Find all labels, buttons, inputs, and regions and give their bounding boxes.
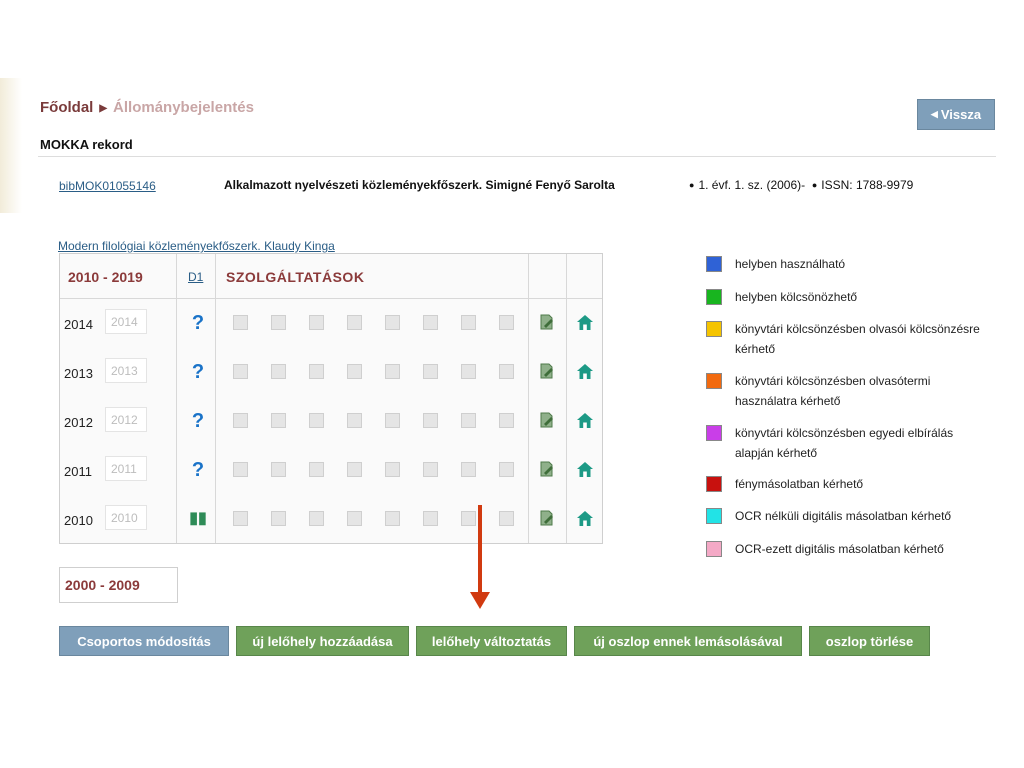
legend-label: könyvtári kölcsönzésben olvasói kölcsönzésre kérhető [735, 322, 980, 356]
home-icon[interactable] [576, 363, 594, 380]
service-checkbox[interactable] [309, 413, 324, 428]
edit-icon[interactable] [539, 363, 555, 379]
legend-swatch [706, 321, 722, 337]
service-checkbox[interactable] [309, 315, 324, 330]
legend-label: helyben kölcsönözhető [735, 290, 858, 304]
edit-icon[interactable] [539, 412, 555, 428]
service-checkbox[interactable] [499, 462, 514, 477]
year-input[interactable] [105, 456, 147, 481]
year-input[interactable] [105, 505, 147, 530]
legend-label: OCR-ezett digitális másolatban kérhető [735, 542, 944, 556]
year-input[interactable] [105, 407, 147, 432]
record-meta [689, 178, 913, 192]
service-checkbox[interactable] [271, 511, 286, 526]
left-edge-gradient [0, 78, 22, 213]
legend-swatch [706, 508, 722, 524]
service-checkbox[interactable] [461, 315, 476, 330]
row-year: 2012 [64, 415, 93, 430]
record-meta-issn: ISSN: 1788-9979 [821, 178, 914, 192]
legend-swatch [706, 373, 722, 389]
back-button-label: Vissza [940, 107, 982, 122]
legend-label: fénymásolatban kérhető [735, 477, 864, 491]
year-input[interactable] [105, 309, 147, 334]
service-checkbox[interactable] [461, 462, 476, 477]
holdings-grid [59, 253, 603, 544]
service-checkbox[interactable] [385, 511, 400, 526]
service-checkbox[interactable] [385, 315, 400, 330]
service-checkbox[interactable] [461, 364, 476, 379]
divider [38, 156, 996, 157]
legend-label: helyben használható [735, 257, 846, 271]
service-checkbox[interactable] [233, 315, 248, 330]
question-icon[interactable]: ? [191, 410, 205, 432]
delete-column-button[interactable]: oszlop törlése [809, 626, 930, 656]
service-checkbox[interactable] [271, 364, 286, 379]
service-checkbox[interactable] [271, 413, 286, 428]
bullet-icon: ● [811, 180, 818, 190]
home-icon[interactable] [576, 412, 594, 429]
service-checkbox[interactable] [385, 413, 400, 428]
bullet-icon: ● [689, 180, 695, 190]
legend-swatch [706, 256, 722, 272]
record-meta-issue: 1. évf. 1. sz. (2006)- [698, 178, 806, 192]
home-icon[interactable] [576, 510, 594, 527]
service-checkbox[interactable] [233, 462, 248, 477]
service-checkbox[interactable] [347, 315, 362, 330]
service-checkbox[interactable] [461, 511, 476, 526]
change-location-button[interactable]: lelőhely változtatás [416, 626, 567, 656]
service-checkbox[interactable] [233, 364, 248, 379]
annotation-arrow-head [470, 592, 490, 609]
active-year-range[interactable]: 2010 - 2019 [68, 269, 143, 285]
add-location-button[interactable]: új lelőhely hozzáadása [236, 626, 409, 656]
service-checkbox[interactable] [233, 413, 248, 428]
row-year: 2010 [64, 513, 93, 528]
breadcrumb-separator-icon: ▶ [99, 103, 108, 114]
service-checkbox[interactable] [499, 364, 514, 379]
section-title: MOKKA rekord [40, 137, 133, 152]
service-checkbox[interactable] [385, 364, 400, 379]
service-checkbox[interactable] [309, 511, 324, 526]
service-checkbox[interactable] [309, 462, 324, 477]
question-icon[interactable]: ? [191, 459, 205, 481]
legend-label: könyvtári kölcsönzésben egyedi elbírálás alapján kérhető [735, 426, 954, 460]
service-checkbox[interactable] [271, 462, 286, 477]
d1-column-link[interactable]: D1 [188, 270, 204, 284]
legend-label: OCR nélküli digitális másolatban kérhető [735, 509, 952, 523]
service-checkbox[interactable] [385, 462, 400, 477]
service-checkbox[interactable] [271, 315, 286, 330]
back-button[interactable] [917, 99, 995, 130]
home-icon[interactable] [576, 461, 594, 478]
row-year: 2014 [64, 317, 93, 332]
legend-label: könyvtári kölcsönzésben olvasótermi használatra kérhető [735, 374, 931, 408]
grid-header-divider [60, 298, 602, 299]
service-checkbox[interactable] [347, 462, 362, 477]
legend-swatch [706, 541, 722, 557]
service-checkbox[interactable] [423, 364, 438, 379]
service-checkbox[interactable] [423, 315, 438, 330]
legend-swatch [706, 476, 722, 492]
copy-column-button[interactable]: új oszlop ennek lemásolásával [574, 626, 802, 656]
legend-swatch [706, 289, 722, 305]
service-checkbox[interactable] [499, 413, 514, 428]
service-checkbox[interactable] [347, 413, 362, 428]
edit-icon[interactable] [539, 510, 555, 526]
service-checkbox[interactable] [499, 511, 514, 526]
edit-icon[interactable] [539, 461, 555, 477]
holding-row [60, 300, 602, 349]
service-checkbox[interactable] [423, 462, 438, 477]
row-year: 2013 [64, 366, 93, 381]
back-arrow-icon: ◀ [930, 109, 938, 119]
service-checkbox[interactable] [461, 413, 476, 428]
edit-icon[interactable] [539, 314, 555, 330]
year-range-2000-2009[interactable]: 2000 - 2009 [59, 567, 178, 603]
holding-row [60, 349, 602, 398]
services-heading: SZOLGÁLTATÁSOK [226, 269, 365, 285]
breadcrumb [40, 99, 254, 116]
row-year: 2011 [64, 464, 92, 479]
service-checkbox[interactable] [233, 511, 248, 526]
service-checkbox[interactable] [423, 413, 438, 428]
home-icon[interactable] [576, 314, 594, 331]
legend-swatch [706, 425, 722, 441]
service-checkbox[interactable] [423, 511, 438, 526]
books-icon[interactable]: ▮▮ [189, 510, 207, 527]
holding-row [60, 398, 602, 447]
service-checkbox[interactable] [309, 364, 324, 379]
related-record-link[interactable]: Modern filológiai közleményekfőszerk. Klaudy Kinga [58, 239, 335, 253]
record-id-link[interactable]: bibMOK01055146 [59, 179, 156, 193]
service-checkbox[interactable] [347, 364, 362, 379]
breadcrumb-current: Állománybejelentés [113, 99, 254, 116]
year-input[interactable] [105, 358, 147, 383]
service-checkbox[interactable] [347, 511, 362, 526]
question-icon[interactable]: ? [191, 312, 205, 334]
holding-row [60, 447, 602, 496]
holding-row [60, 496, 602, 545]
breadcrumb-home-link[interactable]: Főoldal [40, 99, 94, 116]
group-edit-button[interactable]: Csoportos módosítás [59, 626, 229, 656]
service-checkbox[interactable] [499, 315, 514, 330]
annotation-arrow [478, 505, 482, 596]
record-title: Alkalmazott nyelvészeti közleményekfőszerk. Simigné Fenyő Sarolta [224, 178, 615, 192]
question-icon[interactable]: ? [191, 361, 205, 383]
